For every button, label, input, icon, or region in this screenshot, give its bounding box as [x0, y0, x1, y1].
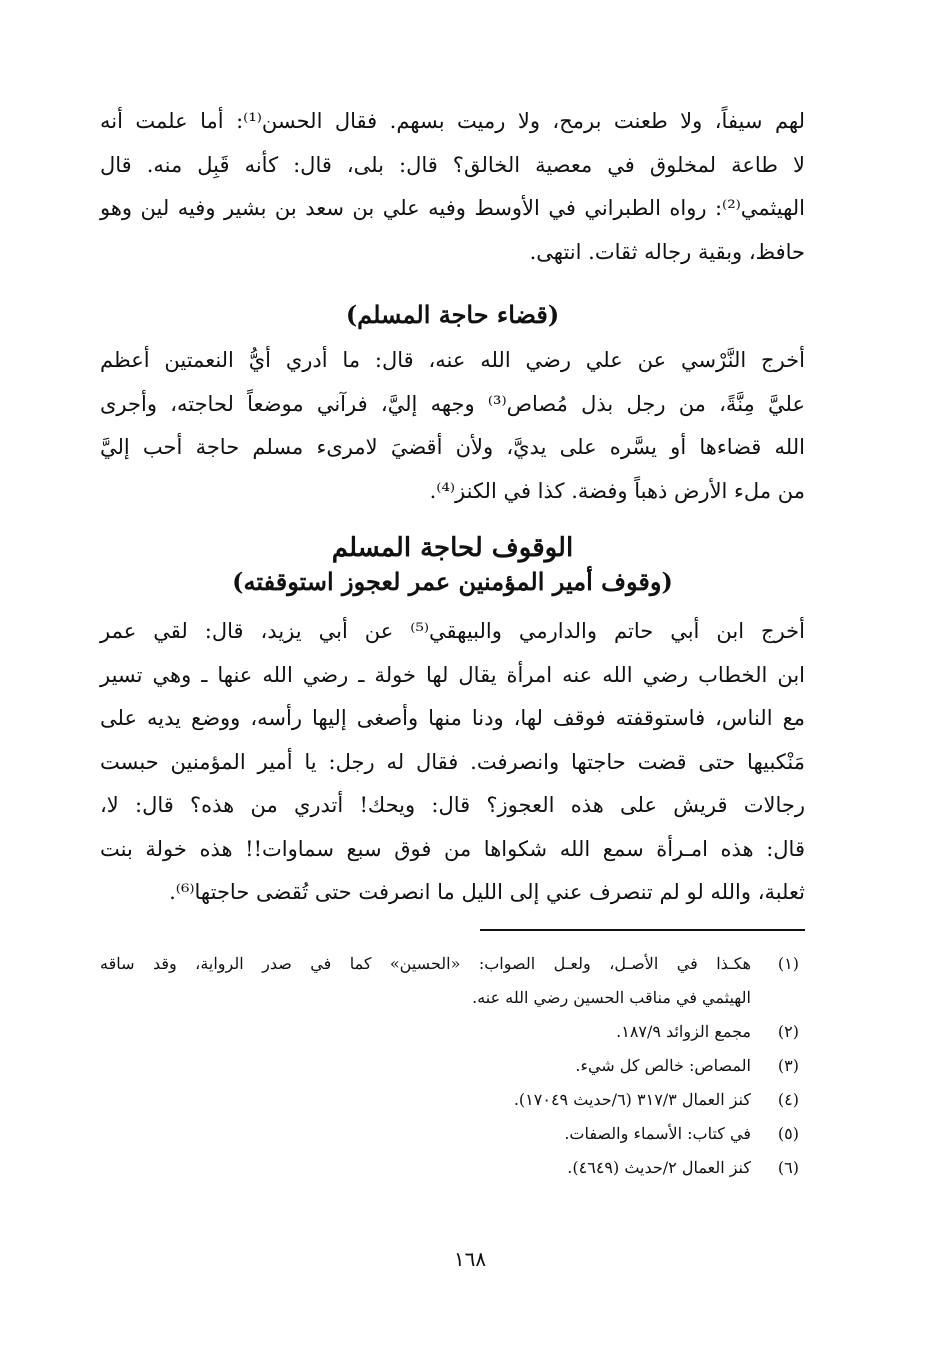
page-body: [100, 100, 805, 1185]
footnote-text: في كتاب: الأسماء والصفات.: [564, 1123, 751, 1143]
section-heading-need-of-muslim: (قضاء حاجة المسلم): [345, 300, 560, 329]
footnote-2: [100, 1015, 805, 1049]
text-line: أخرج ابن أبي حاتم والدارمي والبيهقي⁽⁵⁾ عن أبي يزيد، قال: لقي عمر: [100, 619, 805, 643]
footnote-5: [100, 1117, 805, 1151]
footnote-divider: [480, 929, 805, 931]
footnote-number: (٦): [777, 1157, 799, 1177]
text-line: الهيثمي⁽²⁾: رواه الطبراني في الأوسط وفيه علي بن سعد بن بشير وفيه لين وهو: [100, 196, 805, 220]
text-line: رجالات قريش على هذه العجوز؟ قال: ويحك! أتدري من هذه؟ قال: لا،: [100, 793, 805, 817]
footnote-text: الهيثمي في مناقب الحسين رضي الله عنه.: [472, 987, 751, 1007]
footnote-text: كنز العمال ٢/حديث (٤٦٤٩).: [567, 1157, 751, 1177]
footnote-number: (٣): [777, 1055, 799, 1075]
footnote-6: [100, 1151, 805, 1185]
text-line: مَنْكبيها حتى قضت حاجتها وانصرفت. فقال له رجل: يا أمير المؤمنين حبست: [100, 749, 805, 774]
text-line: الله قضاءها أو يسَّره على يديَّ، ولأن أقضيَ لامرىء مسلم حاجة أحب إليَّ: [100, 435, 805, 459]
text-line: لهم سيفاً، ولا طعنت برمح، ولا رميت بسهم. فقال الحسن⁽¹⁾: أما علمت أنه: [100, 109, 806, 133]
text-line: لا طاعة لمخلوق في معصية الخالق؟ قال: بلى، قال: كأنه قَبِل منه. قال: [100, 152, 805, 177]
text-line: ابن الخطاب رضي الله عنه امرأة يقال لها خولة ـ رضي الله عنها ـ وهي تسير: [100, 662, 805, 687]
paragraph-narsi-report: [100, 339, 805, 513]
text-line: عليَّ مِنَّةً، من رجل بذل مُصاص⁽³⁾ وجهه إليَّ، فرآني موضعاً لحاجته، وأجرى: [100, 391, 805, 416]
text-line: قال: هذه امـرأة سمع الله شكواها من فوق سبع سماوات!! هذه خولة بنت: [100, 836, 805, 861]
footnote-number: (٢): [777, 1021, 799, 1041]
footnote-number: (٥): [777, 1123, 799, 1143]
paragraph-khawla-report: [100, 610, 805, 915]
footnote-number: (١): [777, 953, 799, 973]
footnotes: [100, 947, 805, 1185]
chapter-heading: الوقوف لحاجة المسلم: [331, 533, 574, 563]
text-line: من ملء الأرض ذهباً وفضة. كذا في الكنز⁽⁴⁾.: [429, 478, 805, 503]
section-heading-umar: (وقوف أمير المؤمنين عمر لعجوز استوقفته): [232, 567, 673, 596]
paragraph-continuation: [100, 100, 805, 274]
text-line: أخرج النَّرْسي عن علي رضي الله عنه، قال: ما أدري أيُّ النعمتين أعظم: [100, 348, 805, 372]
footnote-4: [100, 1083, 805, 1117]
footnote-text: المصاص: خالص كل شيء.: [575, 1055, 751, 1075]
footnote-text: كنز العمال ٣١٧/٣ (٦/حديث ١٧٠٤٩).: [513, 1089, 751, 1109]
text-line: مع الناس، فاستوقفته فوقف لها، ودنا منها وأصغى إليها رأسه، ووضع يديه على: [100, 706, 805, 730]
footnote-3: [100, 1049, 805, 1083]
text-line: ثعلبة، والله لو لم تنصرف عني إلى الليل ما انصرفت حتى تُقضى حاجتها⁽⁶⁾.: [169, 880, 805, 904]
footnote-text: مجمع الزوائد ١٨٧/٩.: [616, 1021, 751, 1041]
page-number: ١٦٨: [453, 1247, 487, 1271]
footnote-1: [100, 947, 805, 1015]
text-line: حافظ، وبقية رجاله ثقات. انتهى.: [529, 239, 805, 264]
footnote-number: (٤): [777, 1089, 799, 1109]
footnote-text: هكـذا في الأصـل، ولعـل الصواب: «الحسين» كما في صدر الرواية، وقد ساقه: [100, 953, 751, 973]
